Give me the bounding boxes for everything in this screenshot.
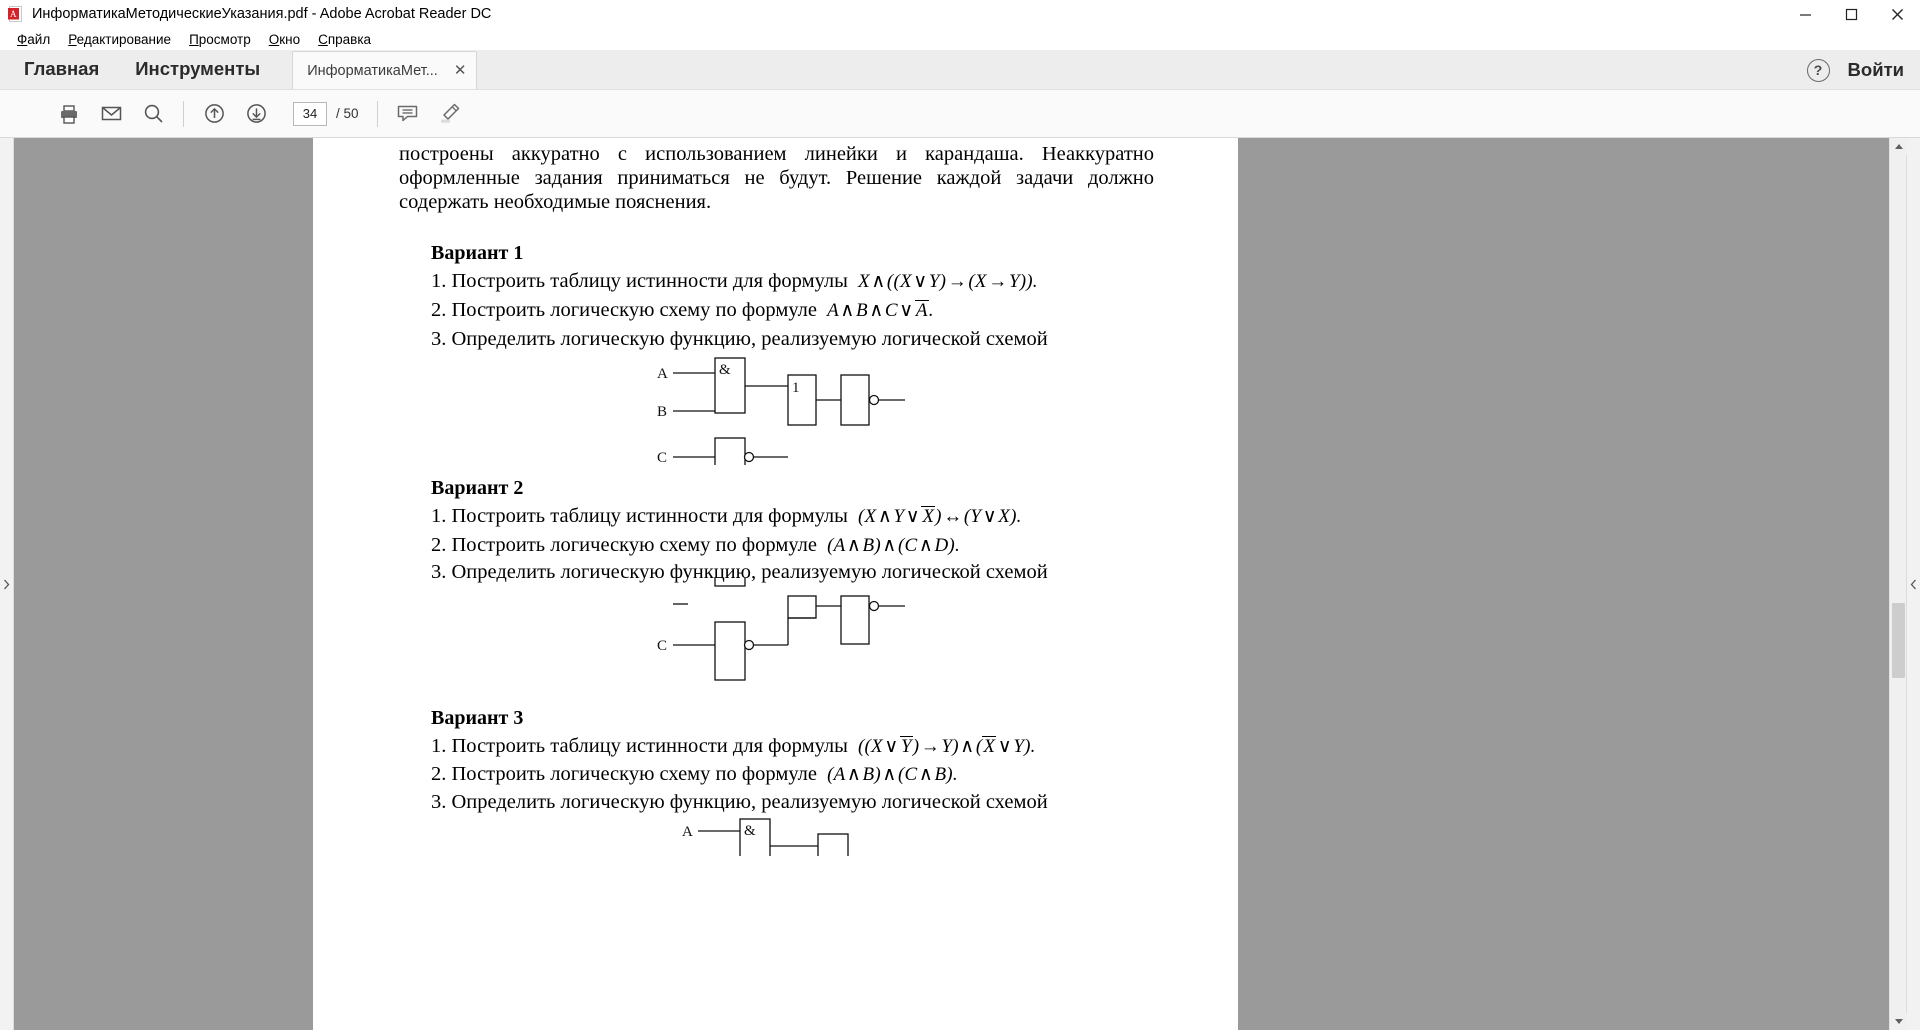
right-panel-toggle[interactable]	[1906, 138, 1920, 1030]
document-viewer[interactable]	[0, 138, 1920, 1030]
tab-home[interactable]: Главная	[24, 58, 100, 79]
intro-paragraph-text: построены аккуратно с использованием линейки и карандаша. Неаккуратно оформленные задания приниматься не будут. Решение каждой задачи должно содержать необходимые пояснения.	[399, 143, 1154, 213]
acrobat-pdf-icon: A	[7, 5, 25, 23]
left-panel-toggle[interactable]	[0, 138, 14, 1030]
search-icon[interactable]	[132, 94, 174, 134]
email-icon[interactable]	[90, 94, 132, 134]
sign-in-button[interactable]: Войти	[1847, 59, 1904, 80]
menu-item-file-rest: айл	[27, 31, 51, 47]
variant-1-item-2-formula: A∧B∧C∨ A.	[822, 300, 934, 321]
variant-1-item-2-text: 2. Построить логическую схему по формуле	[431, 299, 817, 321]
page-number-input[interactable]: 34	[293, 102, 327, 126]
menu-item-window[interactable]: Окно	[268, 31, 301, 47]
variant-3-item-2-text: 2. Построить логическую схему по формуле	[431, 763, 817, 785]
svg-text:1: 1	[792, 380, 800, 396]
variant-2-item-1-text: 1. Построить таблицу истинности для формулы	[431, 505, 848, 527]
variant-2-circuit-diagram	[643, 578, 933, 683]
menu-item-file[interactable]: Файл	[17, 31, 51, 47]
toolbar-divider-1	[183, 101, 184, 127]
variant-1-item-1-text: 1. Построить таблицу истинности для формулы	[431, 270, 848, 292]
variant-3-item-3: 3. Определить логическую функцию, реализуемую логической схемой	[431, 791, 1048, 813]
variant-2-item-1	[431, 505, 1022, 528]
window-controls	[1782, 0, 1920, 28]
page-down-icon[interactable]	[235, 94, 277, 134]
svg-text:B: B	[657, 404, 668, 420]
variant-3-item-2-formula: (A∧B)∧(C∧B).	[822, 764, 958, 785]
variant-2-heading: Вариант 2	[431, 477, 524, 499]
toolbar	[0, 90, 1920, 138]
menu-item-view-rest: росмотр	[198, 31, 251, 47]
help-icon[interactable]: ?	[1807, 59, 1830, 82]
menu-item-help-rest: правка	[327, 31, 372, 47]
print-icon[interactable]	[48, 94, 90, 134]
variant-3-heading: Вариант 3	[431, 707, 524, 729]
svg-text:&: &	[744, 823, 756, 839]
variant-2-item-3: 3. Определить логическую функцию, реализуемую логической схемой	[431, 561, 1048, 583]
svg-text:C: C	[657, 450, 668, 465]
comment-icon[interactable]	[387, 94, 429, 134]
variant-3-circuit-diagram	[668, 816, 958, 856]
scrollbar-thumb[interactable]	[1892, 603, 1905, 678]
close-icon[interactable]: ✕	[453, 62, 467, 79]
svg-text:C: C	[657, 638, 668, 654]
variant-3-item-1-text: 1. Построить таблицу истинности для формулы	[431, 735, 848, 757]
title-bar	[0, 0, 1920, 28]
menu-item-edit-rest: едактирование	[76, 31, 172, 47]
pdf-page	[313, 138, 1238, 1030]
menu-item-view[interactable]: Просмотр	[189, 31, 251, 47]
variant-3-item-1	[431, 735, 1036, 758]
scroll-up-button[interactable]	[1890, 138, 1907, 155]
minimize-button[interactable]	[1782, 0, 1828, 28]
page-up-icon[interactable]	[193, 94, 235, 134]
variant-1-circuit-diagram	[643, 350, 933, 465]
variant-3-item-2	[431, 763, 958, 786]
highlight-icon[interactable]	[429, 94, 471, 134]
variant-1-item-1	[431, 270, 1038, 293]
vertical-scrollbar[interactable]	[1889, 138, 1906, 1030]
variant-2-item-2-formula: (A∧B)∧(C∧D).	[822, 535, 960, 556]
svg-text:&: &	[719, 362, 731, 378]
variant-3-item-1-formula: ((X∨ Y)→Y)∧(X ∨Y).	[853, 736, 1036, 757]
close-button[interactable]	[1874, 0, 1920, 28]
menu-bar	[0, 28, 1920, 50]
tab-document[interactable]	[292, 51, 477, 89]
variant-2-item-2-text: 2. Построить логическую схему по формуле	[431, 534, 817, 556]
svg-text:A: A	[682, 824, 693, 840]
tab-strip-right	[1807, 50, 1920, 90]
menu-item-window-rest: кно	[279, 31, 301, 47]
menu-item-help[interactable]: Справка	[318, 31, 372, 47]
toolbar-divider-2	[377, 101, 378, 127]
variant-1-item-2	[431, 299, 934, 322]
tab-tools[interactable]: Инструменты	[135, 58, 261, 79]
chevron-left-icon	[1910, 579, 1917, 590]
page-total-label: / 50	[336, 106, 359, 121]
menu-item-edit[interactable]: Редактирование	[68, 31, 172, 47]
variant-2-item-2	[431, 534, 960, 557]
variant-1-heading: Вариант 1	[431, 242, 524, 264]
scroll-down-button[interactable]	[1890, 1013, 1907, 1030]
tab-document-label: ИнформатикаМет...	[307, 62, 438, 79]
variant-2-item-1-formula: (X∧Y∨ X)↔(Y∨X).	[853, 506, 1022, 527]
intro-paragraph	[399, 142, 1154, 214]
window-title: ИнформатикаМетодическиеУказания.pdf - Adobe Acrobat Reader DC	[32, 5, 492, 22]
variant-1-item-1-formula: X∧((X∨Y)→(X→Y)).	[853, 271, 1038, 292]
maximize-button[interactable]	[1828, 0, 1874, 28]
tab-strip	[0, 50, 1920, 90]
variant-1-item-3: 3. Определить логическую функцию, реализуемую логической схемой	[431, 328, 1048, 350]
chevron-right-icon	[3, 579, 10, 590]
svg-text:A: A	[657, 366, 668, 382]
